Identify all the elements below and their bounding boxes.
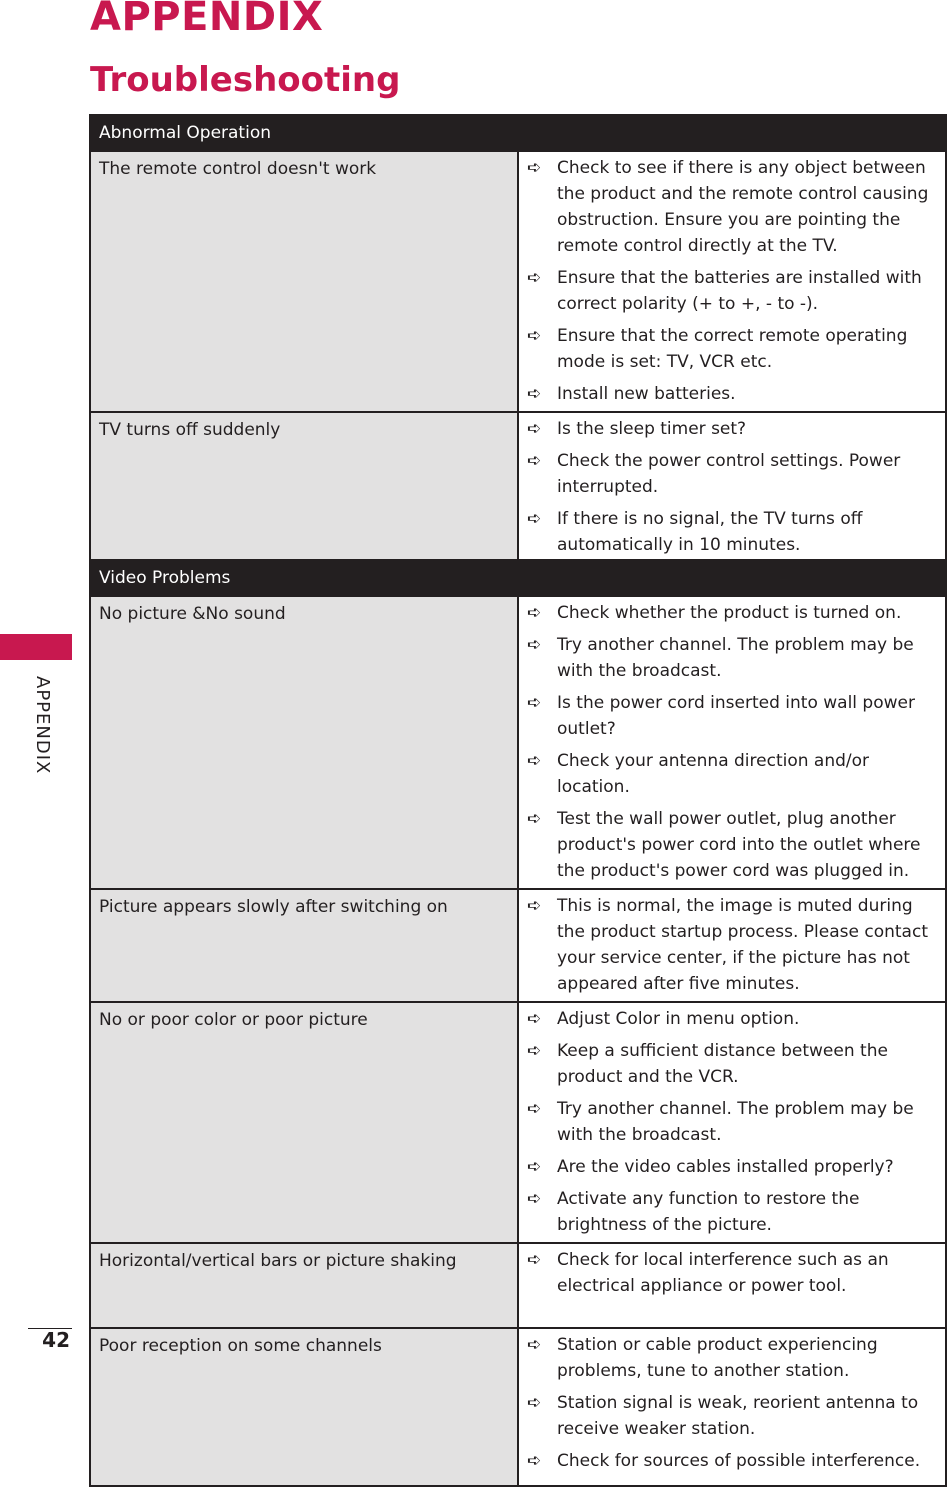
solution-cell: [518, 151, 946, 412]
solution-text: Check for local interference such as an electrical appliance or power tool.: [557, 1250, 889, 1296]
abnormal-operation-table: [89, 114, 947, 564]
solution-text: Adjust Color in menu option.: [557, 1009, 800, 1029]
solution-text: Ensure that the correct remote operating mode is set: TV, VCR etc.: [557, 326, 908, 372]
solution-text: Are the video cables installed properly?: [557, 1157, 894, 1177]
arrow-right-icon: ➪: [527, 509, 542, 529]
section-header: Abnormal Operation: [90, 115, 946, 151]
solution-text: Try another channel. The problem may be with the broadcast.: [557, 1099, 914, 1145]
arrow-right-icon: ➪: [527, 1335, 542, 1355]
arrow-right-icon: ➪: [527, 419, 542, 439]
arrow-right-icon: ➪: [527, 635, 542, 655]
solution-item: [527, 1186, 939, 1238]
solution-cell: [518, 889, 946, 1002]
table-row: [90, 1243, 946, 1328]
solution-cell: [518, 1328, 946, 1486]
solution-item: [527, 323, 939, 375]
table-row: [90, 1002, 946, 1243]
solution-item: [527, 265, 939, 317]
solution-item: [527, 806, 939, 884]
page-heading: APPENDIX: [90, 0, 324, 40]
solution-text: Check for sources of possible interference.: [557, 1451, 921, 1471]
solution-cell: [518, 412, 946, 563]
problem-cell: Picture appears slowly after switching on: [90, 889, 518, 1002]
solution-item: [527, 748, 939, 800]
solution-item: [527, 600, 939, 626]
arrow-right-icon: ➪: [527, 809, 542, 829]
arrow-right-icon: ➪: [527, 326, 542, 346]
arrow-right-icon: ➪: [527, 1393, 542, 1413]
arrow-right-icon: ➪: [527, 1157, 542, 1177]
solution-text: Check whether the product is turned on.: [557, 603, 902, 623]
solution-text: Try another channel. The problem may be with the broadcast.: [557, 635, 914, 681]
solution-item: [527, 1247, 939, 1299]
table-row: [90, 596, 946, 889]
page-subheading: Troubleshooting: [90, 60, 401, 100]
solution-item: [527, 893, 939, 997]
solution-text: This is normal, the image is muted during the product startup process. Please contact your service center, if the picture has not appeared after five minutes.: [557, 896, 928, 994]
solution-text: Check to see if there is any object between the product and the remote control causing obstruction. Ensure you are pointing the remote control directly at the TV.: [557, 158, 929, 256]
solution-text: Check your antenna direction and/or location.: [557, 751, 870, 797]
solution-item: [527, 506, 939, 558]
table-row: [90, 412, 946, 563]
solution-item: [527, 381, 939, 407]
solution-cell: [518, 596, 946, 889]
video-problems-table: [89, 559, 947, 1487]
problem-cell: Horizontal/vertical bars or picture shaking: [90, 1243, 518, 1328]
solution-item: [527, 448, 939, 500]
arrow-right-icon: ➪: [527, 1250, 542, 1270]
solution-text: Is the power cord inserted into wall power outlet?: [557, 693, 915, 739]
solution-text: Ensure that the batteries are installed with correct polarity (+ to +, - to -).: [557, 268, 922, 314]
problem-cell: Poor reception on some channels: [90, 1328, 518, 1486]
side-tab-marker: [0, 634, 72, 660]
solution-cell: [518, 1002, 946, 1243]
arrow-right-icon: ➪: [527, 603, 542, 623]
solution-text: Keep a sufficient distance between the product and the VCR.: [557, 1041, 888, 1087]
solution-text: If there is no signal, the TV turns off automatically in 10 minutes.: [557, 509, 863, 555]
problem-cell: No picture &No sound: [90, 596, 518, 889]
problem-cell: TV turns off suddenly: [90, 412, 518, 563]
solution-text: Activate any function to restore the brightness of the picture.: [557, 1189, 860, 1235]
solution-item: [527, 632, 939, 684]
solution-text: Station or cable product experiencing problems, tune to another station.: [557, 1335, 878, 1381]
solution-text: Check the power control settings. Power interrupted.: [557, 451, 901, 497]
arrow-right-icon: ➪: [527, 896, 542, 916]
section-header: Video Problems: [90, 560, 946, 596]
arrow-right-icon: ➪: [527, 1009, 542, 1029]
solution-item: [527, 1096, 939, 1148]
arrow-right-icon: ➪: [527, 693, 542, 713]
solution-cell: [518, 1243, 946, 1328]
problem-cell: The remote control doesn't work: [90, 151, 518, 412]
solution-item: [527, 155, 939, 259]
solution-text: Test the wall power outlet, plug another product's power cord into the outlet where the product's power cord was plugged in.: [557, 809, 921, 881]
arrow-right-icon: ➪: [527, 751, 542, 771]
arrow-right-icon: ➪: [527, 1451, 542, 1471]
solution-text: Is the sleep timer set?: [557, 419, 747, 439]
arrow-right-icon: ➪: [527, 1041, 542, 1061]
arrow-right-icon: ➪: [527, 384, 542, 404]
solution-item: [527, 1154, 939, 1180]
solution-item: [527, 1332, 939, 1384]
problem-cell: No or poor color or poor picture: [90, 1002, 518, 1243]
table-row: [90, 889, 946, 1002]
table-row: [90, 1328, 946, 1486]
solution-text: Install new batteries.: [557, 384, 736, 404]
solution-item: [527, 1448, 939, 1474]
arrow-right-icon: ➪: [527, 1189, 542, 1209]
side-label: APPENDIX: [32, 676, 53, 775]
page-number: 42: [42, 1328, 70, 1352]
solution-item: [527, 1006, 939, 1032]
arrow-right-icon: ➪: [527, 451, 542, 471]
arrow-right-icon: ➪: [527, 158, 542, 178]
solution-item: [527, 416, 939, 442]
table-row: [90, 151, 946, 412]
solution-item: [527, 1390, 939, 1442]
solution-item: [527, 690, 939, 742]
arrow-right-icon: ➪: [527, 1099, 542, 1119]
solution-text: Station signal is weak, reorient antenna to receive weaker station.: [557, 1393, 919, 1439]
solution-item: [527, 1038, 939, 1090]
arrow-right-icon: ➪: [527, 268, 542, 288]
